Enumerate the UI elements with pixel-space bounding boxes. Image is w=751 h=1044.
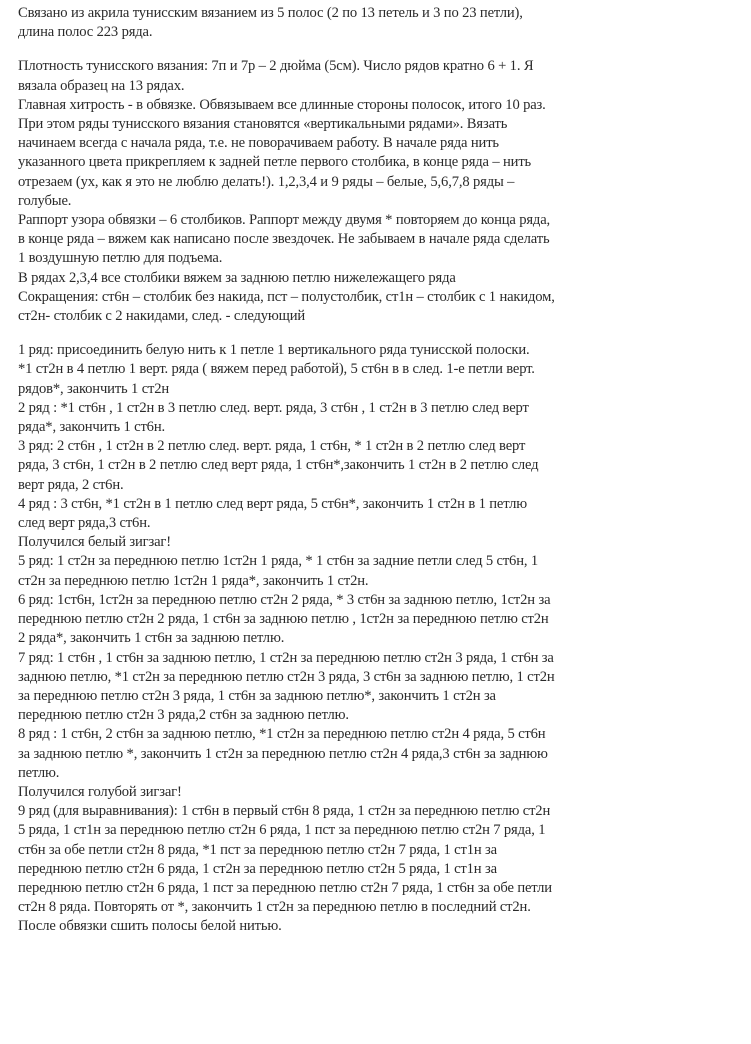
row-5-instructions: 5 ряд: 1 ст2н за переднюю петлю 1ст2н 1 ряда, * 1 ст6н за задние петли след 5 ст6н, 1 ст2н за переднюю петлю 1ст2н 1 ряда*, закончить 1 ст2н.: [18, 553, 539, 589]
row-6-instructions: 6 ряд: 1ст6н, 1ст2н за переднюю петлю ст2н 2 ряда, * 3 ст6н за заднюю петлю, 1ст2н за переднюю петлю ст2н 2 ряда, 1 ст6н за заднюю петлю , 1ст2н за переднюю петлю ст2н 2 ряда*, закончить 1 ст6н за заднюю петлю.: [18, 591, 551, 647]
row-3-instructions: 3 ряд: 2 ст6н , 1 ст2н в 2 петлю след. верт. ряда, 1 ст6н, * 1 ст2н в 2 петлю след верт ряда, 3 ст6н, 1 ст2н в 2 петлю след верт ряда, 1 ст6н*,закончить 1 ст2н в 2 петлю след верт ряда, 2 ст6н.: [18, 438, 539, 493]
blue-zigzag-note: Получился голубой зигзаг!: [18, 783, 182, 800]
row-8-instructions: 8 ряд : 1 ст6н, 2 ст6н за заднюю петлю, *1 ст2н за переднюю петлю ст2н 4 ряда, 5 ст6н за заднюю петлю *, закончить 1 ст2н за переднюю петлю ст2н 4 ряда,3 ст6н за заднюю петлю.: [18, 726, 548, 781]
paragraph-gap: [18, 42, 745, 57]
row-2-instructions: 2 ряд : *1 ст6н , 1 ст2н в 3 петлю след. верт. ряда, 3 ст6н , 1 ст2н в 3 петлю след верт ряда*, закончить 1 ст6н.: [18, 399, 529, 436]
final-note: После обвязки сшить полосы белой нитью.: [18, 918, 282, 935]
gauge-paragraph: Плотность тунисского вязания: 7п и 7р – 2 дюйма (5см). Число рядов кратно 6 + 1. Я вязала образец на 13 рядах.: [18, 58, 534, 94]
intro-paragraph: Связано из акрила тунисским вязанием из 5 полос (2 по 13 петель и 3 по 23 петли), длина полос 223 ряда.: [18, 5, 523, 41]
main-trick-paragraph: Главная хитрость - в обвязке. Обвязываем все длинные стороны полосок, итого 10 раз. При этом ряды тунисского вязания становятся «вертикальными рядами». Вязать начинаем всегда с начала ряда, т.е. не поворачиваем работу. В начале ряда нить указанного цвета прикрепляем к задней петле первого столбика, в конце ряда – нить отрезаем (ух, как я это не люблю делать!). 1,2,3,4 и 9 ряды – белые, 5,6,7,8 ряды – голубые.: [18, 96, 546, 209]
paragraph-gap: [18, 326, 745, 341]
row-7-instructions: 7 ряд: 1 ст6н , 1 ст6н за заднюю петлю, 1 ст2н за переднюю петлю ст2н 3 ряда, 1 ст6н за заднюю петлю, *1 ст2н за переднюю петлю ст2н 3 ряда, 3 ст6н за заднюю петлю, 1 ст2н за переднюю петлю ст2н 3 ряда, 1 ст6н за заднюю петлю*, закончить 1 ст2н за переднюю петлю ст2н 3 ряда,2 ст6н за заднюю петлю.: [18, 649, 555, 724]
rapport-paragraph: Раппорт узора обвязки – 6 столбиков. Раппорт между двумя * повторяем до конца ряда, в конце ряда – вяжем как написано после звездочек. Не забываем в начале ряда сделать 1 воздушную петлю для подъема.: [18, 212, 551, 267]
row-9-instructions: 9 ряд (для выравнивания): 1 ст6н в первый ст6н 8 ряда, 1 ст2н за переднюю петлю ст2н 5 ряда, 1 ст1н за переднюю петлю ст2н 6 ряда, 1 пст за переднюю петлю ст2н 7 ряда, 1 ст6н за обе петли ст2н 8 ряда, *1 пст за переднюю петлю ст2н 7 ряда, 1 ст1н за переднюю петлю ст2н 6 ряда, 1 ст2н за переднюю петлю ст2н 5 ряда, 1 ст1н за переднюю петлю ст2н 6 ряда, 1 пст за переднюю петлю ст2н 7 ряда, 1 ст6н за обе петли ст2н 8 ряда. Повторять от *, закончить 1 ст2н за переднюю петлю в последний ст2н.: [18, 803, 552, 916]
white-zigzag-note: Получился белый зигзаг!: [18, 534, 171, 551]
row-4-instructions: 4 ряд : 3 ст6н, *1 ст2н в 1 петлю след верт ряда, 5 ст6н*, закончить 1 ст2н в 1 петлю след верт ряда,3 ст6н.: [18, 495, 527, 532]
row-1-instructions: 1 ряд: присоединить белую нить к 1 петле 1 вертикального ряда тунисской полоски. *1 ст2н в 4 петлю 1 верт. ряда ( вяжем перед работой), 5 ст6н в в след. 1-е петли верт. рядов*, закончить 1 ст2н: [18, 342, 535, 397]
back-loop-note: В рядах 2,3,4 все столбики вяжем за заднюю петлю нижележащего ряда: [18, 269, 456, 286]
abbreviations-paragraph: Сокращения: ст6н – столбик без накида, пст – полустолбик, ст1н – столбик с 1 накидом, ст2н- столбик с 2 накидами, след. - следующий: [18, 288, 555, 325]
